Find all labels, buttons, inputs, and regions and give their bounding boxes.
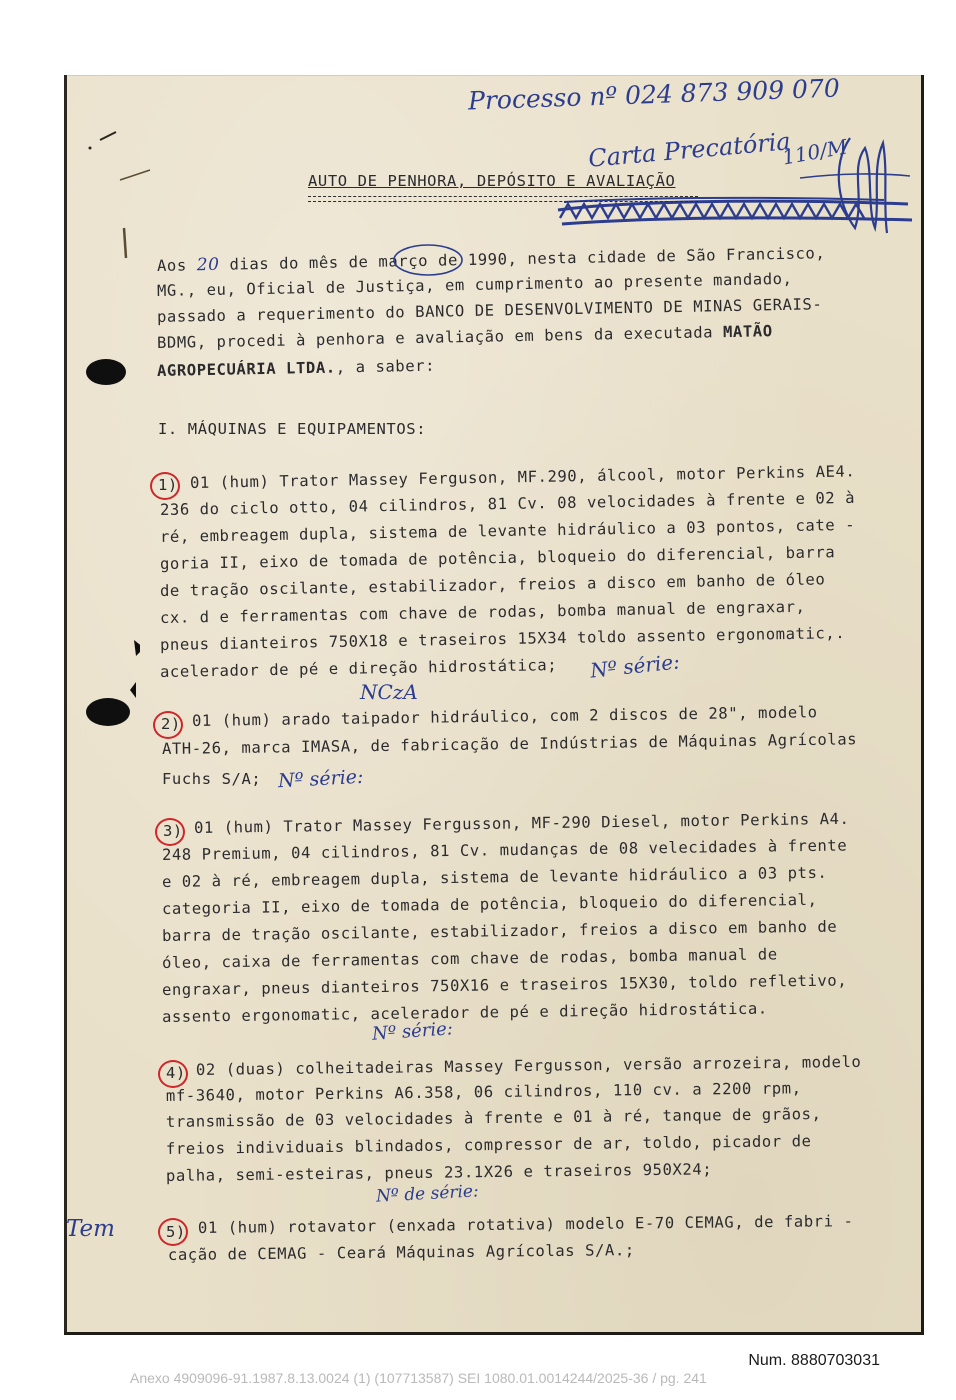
intro-text: dias do mês de: [219, 252, 379, 274]
punch-hole-bottom: [86, 698, 130, 726]
intro-line-3: passado a requerimento do BANCO DE DESENVOLVIMENTO DE MINAS GERAIS-: [156, 295, 823, 326]
handwritten-serie-2: Nº série:: [277, 765, 364, 793]
item-4-number: 4): [166, 1064, 186, 1082]
intro-text: Aos: [156, 256, 197, 275]
item-5-line: cação de CEMAG - Ceará Máquinas Agrícolas S/A.;: [167, 1241, 635, 1264]
item-1-number: 1): [158, 476, 178, 494]
intro-line-2: MG., eu, Oficial de Justiça, em cumprimento ao presente mandado,: [156, 269, 793, 300]
punch-mark-small: [134, 640, 140, 656]
handwritten-process-number: Processo nº 024 873 909 070: [467, 73, 841, 116]
item-2-number: 2): [161, 715, 181, 733]
handwritten-carta-precatoria: Carta Precatória: [587, 127, 792, 173]
page-edge-bottom: [64, 1332, 924, 1335]
section-heading: I. MÁQUINAS E EQUIPAMENTOS:: [158, 420, 427, 438]
item-3-line: 248 Premium, 04 cilindros, 81 Cv. mudanças de 08 velecidades à frente: [161, 836, 848, 864]
stray-marks: [80, 110, 180, 280]
document-title: AUTO DE PENHORA, DEPÓSITO E AVALIAÇÃO: [308, 172, 676, 190]
item-3-line: 01 (hum) Trator Massey Fergusson, MF-290 Diesel, motor Perkins A4.: [193, 809, 850, 837]
item-3-number: 3): [163, 822, 183, 840]
item-3-line: categoria II, eixo de tomada de potência, bloqueio do diferencial,: [161, 890, 818, 918]
handwritten-serie-1: Nº série:: [588, 649, 681, 683]
item-4-line: freios individuais blindados, compressor de ar, toldo, picador de: [165, 1132, 812, 1158]
item-3-line: barra de tração oscilante, estabilizador, freios a disco em banho de: [161, 917, 838, 945]
item-1-line: goria II, eixo de tomada de potência, bloqueio do diferencial, barra: [159, 543, 836, 573]
intro-text: de 1990, nesta cidade de São Francisco,: [427, 244, 826, 270]
item-1-line: 236 do ciclo otto, 04 cilindros, 81 Cv. 08 velocidades à frente e 02 à: [159, 488, 856, 519]
item-1-line: pneus dianteiros 750X18 e traseiros 15X34 toldo assento ergonomatic,.: [159, 624, 846, 654]
intro-month: março: [378, 251, 429, 271]
title-double-rule: [308, 196, 698, 202]
item-4-line: palha, semi-esteiras, pneus 23.1X26 e traseiros 950X24;: [165, 1160, 713, 1185]
item-5-line: 01 (hum) rotavator (enxada rotativa) modelo E-70 CEMAG, de fabri -: [197, 1212, 854, 1237]
item-3-line: engraxar, pneus dianteiros 750X16 e traseiros 15X30, toldo refletivo,: [161, 971, 848, 999]
punch-marks: [60, 340, 140, 740]
page-edge-right: [921, 75, 924, 1335]
item-2-line: 01 (hum) arado taipador hidráulico, com 2 discos de 28", modelo: [191, 703, 818, 730]
item-1-line: ré, embreagem dupla, sistema de levante hidráulico a 03 pontos, cate -: [159, 515, 856, 546]
punch-mark-arrow: [130, 682, 136, 698]
handwritten-day: 20: [196, 254, 220, 276]
handwritten-tem: Tem: [66, 1216, 115, 1242]
intro-text: BDMG, procedi à penhora e avaliação em bens da executada: [156, 323, 724, 352]
handwritten-serie-3: Nº série:: [371, 1018, 454, 1045]
item-4-line: mf-3640, motor Perkins A6.358, 06 cilindros, 110 cv. a 2200 rpm,: [165, 1079, 802, 1105]
item-2-line: ATH-26, marca IMASA, de fabricação de Indústrias de Máquinas Agrícolas: [161, 730, 858, 758]
item-1-line: cx. d e ferramentas com chave de rodas, bomba manual de engraxar,: [159, 597, 806, 627]
handwritten-ncza: NCzA: [360, 680, 418, 704]
handwritten-fraction: 110/M: [780, 134, 849, 170]
intro-text: , a saber:: [335, 356, 436, 377]
item-5-number: 5): [166, 1223, 186, 1241]
item-2-line: Fuchs S/A;: [162, 770, 262, 788]
executada-name-cont: AGROPECUÁRIA LTDA.: [156, 358, 336, 380]
item-1-line: de tração oscilante, estabilizador, freios a disco em banho de óleo: [159, 570, 826, 600]
item-3-line: assento ergonomatic, acelerador de pé e direção hidrostática.: [161, 999, 768, 1026]
footer-document-number: Num. 8880703031: [748, 1352, 880, 1369]
month-circle: [390, 240, 470, 280]
handwritten-serie-4: Nº de série:: [375, 1181, 480, 1207]
item-3-line: e 02 à ré, embreagem dupla, sistema de levante hidráulico a 03 pts.: [161, 863, 828, 891]
item-4-line: transmissão de 03 velocidades à frente e 01 à ré, tanque de grãos,: [165, 1104, 822, 1131]
item-1-line: 01 (hum) Trator Massey Ferguson, MF.290, álcool, motor Perkins AE4.: [189, 462, 856, 492]
footer-metadata: Anexo 4909096-91.1987.8.13.0024 (1) (107713587) SEI 1080.01.0014244/2025-36 / pg. 241: [130, 1370, 707, 1386]
item-1-line: acelerador de pé e direção hidrostática;: [159, 656, 558, 681]
punch-hole-top: [86, 359, 126, 385]
item-3-line: óleo, caixa de ferramentas com chave de rodas, bomba manual de: [161, 945, 778, 972]
item-4-line: 02 (duas) colheitadeiras Massey Fergusson, versão arrozeira, modelo: [195, 1052, 862, 1079]
executada-name: MATÃO: [722, 322, 773, 342]
